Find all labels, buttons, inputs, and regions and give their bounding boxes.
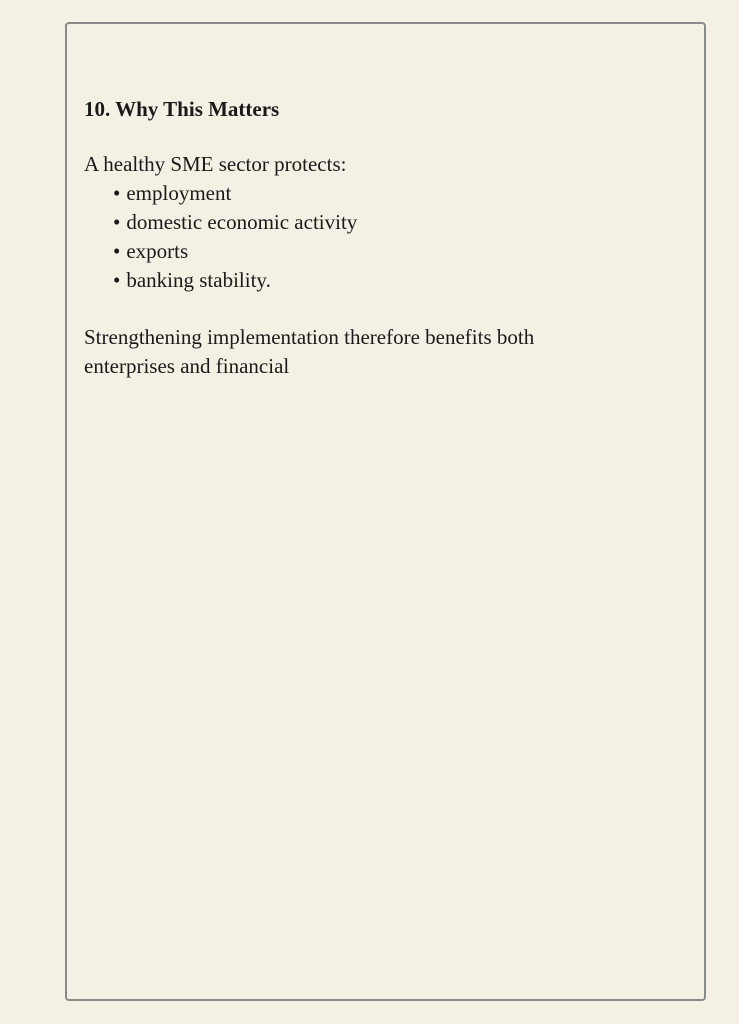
intro-paragraph: A healthy SME sector protects:	[84, 152, 347, 176]
section-heading: 10. Why This Matters	[84, 97, 280, 121]
bullet-list	[84, 179, 684, 295]
bullet-item-domestic-activity: • domestic economic activity	[113, 208, 684, 237]
bullet-item-employment: • employment	[113, 179, 684, 208]
bullet-item-banking-stability: • banking stability.	[113, 266, 684, 295]
document-page	[65, 22, 706, 1001]
closing-paragraph: Strengthening implementation therefore benefits both enterprises and financial	[84, 325, 535, 378]
page-content	[84, 94, 684, 381]
bullet-item-exports: • exports	[113, 237, 684, 266]
